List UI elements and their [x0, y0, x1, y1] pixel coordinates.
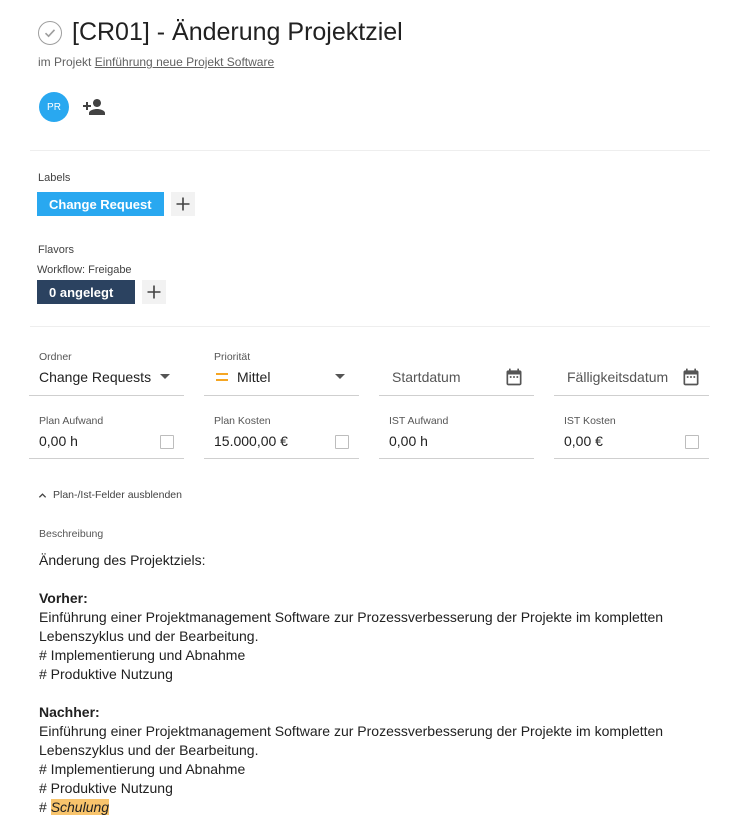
project-subtitle: [38, 55, 403, 69]
plan-kosten-value: 15.000,00 €: [214, 433, 288, 449]
members-row: [39, 92, 107, 122]
highlighted-text: Schulung: [50, 799, 110, 815]
add-label-button[interactable]: [171, 192, 195, 216]
ist-kosten-field[interactable]: [554, 409, 709, 459]
task-header: [38, 18, 403, 69]
caret-down-icon[interactable]: [335, 374, 345, 379]
faelligkeitsdatum-field[interactable]: [554, 345, 709, 396]
label-chip-change-request[interactable]: Change Request: [37, 192, 164, 216]
ordner-value: Change Requests: [39, 369, 152, 385]
toggle-label: Plan-/Ist-Felder ausblenden: [53, 489, 182, 501]
ordner-label: Ordner: [39, 351, 72, 363]
faelligkeitsdatum-placeholder: Fälligkeitsdatum: [567, 369, 669, 385]
plan-aufwand-value: 0,00 h: [39, 433, 78, 449]
chevron-up-icon: [38, 491, 47, 500]
vorher-line-4: # Produktive Nutzung: [39, 666, 173, 682]
nachher-line-3: # Implementierung und Abnahme: [39, 761, 246, 777]
ist-aufwand-label: IST Aufwand: [389, 415, 449, 427]
description-intro: Änderung des Projektziels:: [39, 552, 206, 568]
startdatum-field[interactable]: [379, 345, 534, 396]
divider: [30, 326, 710, 327]
toggle-plan-ist-fields[interactable]: [38, 489, 182, 501]
check-circle-icon[interactable]: [38, 21, 62, 45]
prioritaet-select[interactable]: [204, 345, 359, 396]
flavors-title: Flavors: [38, 244, 75, 256]
page-title: [CR01] - Änderung Projektziel: [72, 18, 403, 46]
plan-aufwand-label: Plan Aufwand: [39, 415, 104, 427]
ist-aufwand-field[interactable]: [379, 409, 534, 459]
vorher-heading: Vorher:: [39, 590, 88, 606]
nachher-line-1: Einführung einer Projektmanagement Software zur Prozessverbesserung der Projekte im kompletten: [39, 723, 664, 739]
nachher-line-5: [39, 798, 699, 817]
plan-kosten-field[interactable]: [204, 409, 359, 459]
prioritaet-value: Mittel: [237, 369, 271, 385]
plus-icon: [176, 197, 190, 211]
project-link[interactable]: Einführung neue Projekt Software: [94, 55, 275, 69]
nachher-heading: Nachher:: [39, 704, 100, 720]
vorher-line-1: Einführung einer Projektmanagement Software zur Prozessverbesserung der Projekte im kompletten: [39, 609, 664, 625]
plan-aufwand-checkbox[interactable]: [160, 435, 174, 449]
calendar-icon[interactable]: [681, 367, 701, 392]
labels-row: [37, 192, 195, 216]
plan-aufwand-field[interactable]: [29, 409, 184, 459]
ist-kosten-checkbox[interactable]: [685, 435, 699, 449]
priority-medium-icon: [216, 373, 228, 381]
calendar-icon[interactable]: [504, 367, 524, 392]
vorher-line-3: # Implementierung und Abnahme: [39, 647, 246, 663]
ist-aufwand-value: 0,00 h: [389, 433, 428, 449]
flavor-status-chip[interactable]: 0 angelegt: [37, 280, 135, 304]
project-prefix: im Projekt: [38, 55, 92, 69]
plan-kosten-label: Plan Kosten: [214, 415, 271, 427]
nachher-line-5-prefix: #: [39, 799, 51, 815]
avatar[interactable]: PR: [39, 92, 69, 122]
plus-icon: [147, 285, 161, 299]
add-flavor-button[interactable]: [142, 280, 166, 304]
nachher-line-2: Lebenszyklus und der Bearbeitung.: [39, 742, 259, 758]
prioritaet-label: Priorität: [214, 351, 251, 363]
ist-kosten-value: 0,00 €: [564, 433, 603, 449]
ist-kosten-label: IST Kosten: [564, 415, 616, 427]
description-label: Beschreibung: [39, 528, 104, 540]
flavors-row: [37, 280, 166, 304]
plan-kosten-checkbox[interactable]: [335, 435, 349, 449]
prioritaet-value-wrap: [216, 369, 270, 385]
description-editor[interactable]: [39, 551, 699, 817]
nachher-line-4: # Produktive Nutzung: [39, 780, 173, 796]
workflow-label: Workflow: Freigabe: [37, 264, 132, 276]
ordner-select[interactable]: [29, 345, 184, 396]
divider: [30, 150, 710, 151]
caret-down-icon[interactable]: [160, 374, 170, 379]
vorher-line-2: Lebenszyklus und der Bearbeitung.: [39, 628, 259, 644]
person-add-icon[interactable]: [81, 94, 107, 120]
labels-title: Labels: [38, 172, 71, 184]
startdatum-placeholder: Startdatum: [392, 369, 461, 385]
